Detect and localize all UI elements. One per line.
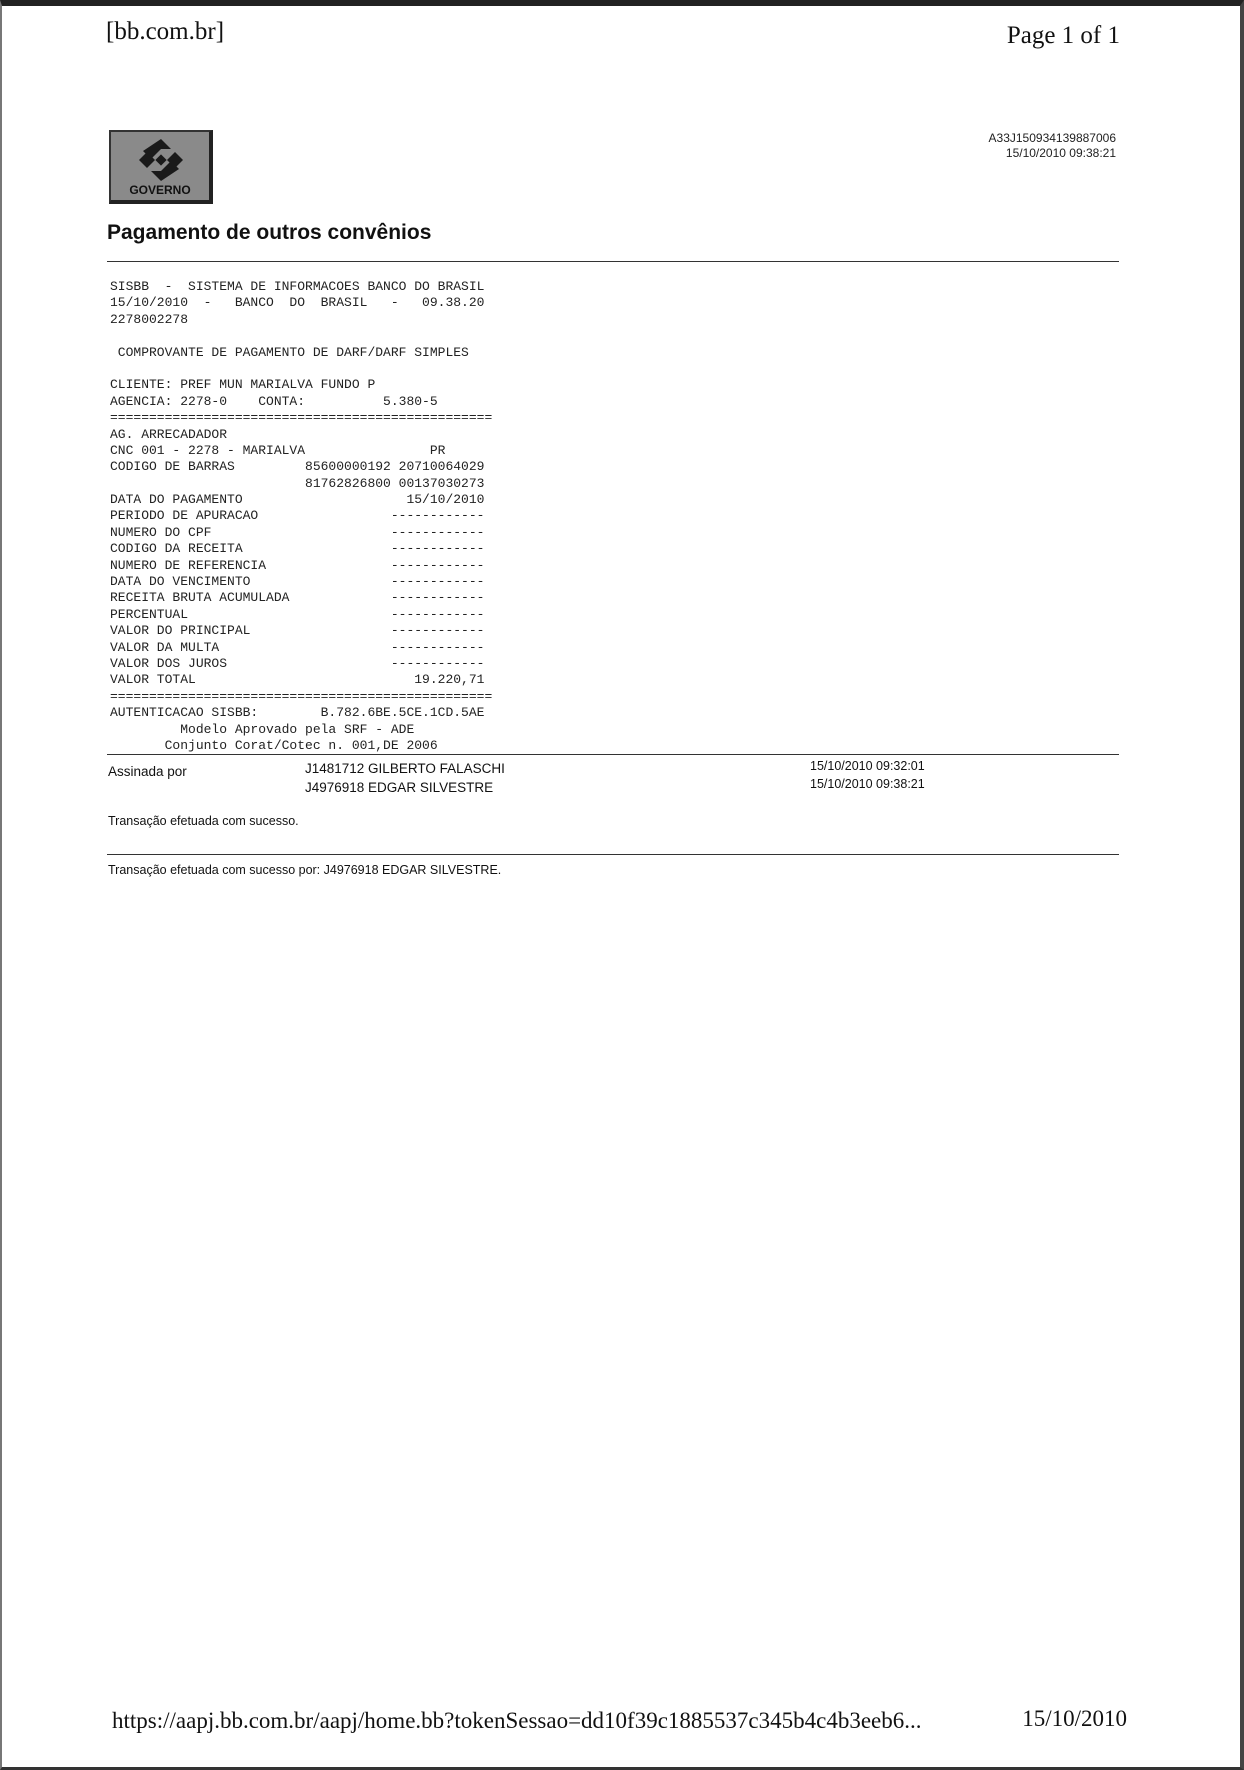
receipt-line: COMPROVANTE DE PAGAMENTO DE DARF/DARF SIMPLES (110, 344, 469, 360)
receipt-line: PERIODO DE APURACAO ------------ (110, 508, 485, 524)
receipt-line: SISBB - SISTEMA DE INFORMACOES BANCO DO BRASIL (110, 279, 485, 294)
receipt-line: CNC 001 - 2278 - MARIALVA PR (110, 442, 446, 458)
reference-datetime: 15/10/2010 09:38:21 (1005, 146, 1116, 160)
status-divider (107, 854, 1119, 855)
receipt-line: DATA DO VENCIMENTO ------------ (110, 574, 485, 590)
reference-block (989, 131, 1116, 161)
status-message: Transação efetuada com sucesso. (108, 814, 299, 828)
receipt-line: VALOR TOTAL 19.220,71 (110, 672, 485, 688)
receipt-line: CODIGO DE BARRAS 85600000192 20710064029 (110, 459, 485, 475)
signer-name: J1481712 GILBERTO FALASCHI (305, 761, 505, 776)
receipt-line: VALOR DA MULTA ------------ (110, 639, 485, 655)
reference-code: A33J150934139887006 (988, 131, 1116, 145)
receipt-line: RECEITA BRUTA ACUMULADA ------------ (110, 590, 485, 606)
receipt-line: 81762826800 00137030273 (110, 475, 485, 491)
receipt-line (110, 361, 492, 377)
signature-time: 15/10/2010 09:38:21 (810, 777, 925, 791)
signature-time: 15/10/2010 09:32:01 (810, 759, 925, 773)
receipt-line: 15/10/2010 - BANCO DO BRASIL - 09.38.20 (110, 295, 485, 311)
receipt-line: ================================================= (110, 688, 493, 704)
logo-label: GOVERNO (129, 183, 191, 197)
site-header: [bb.com.br] (106, 18, 225, 45)
receipt-line: PERCENTUAL ------------ (110, 606, 485, 622)
receipt-line: NUMERO DE REFERENCIA ------------ (110, 557, 485, 573)
page-title: Pagamento de outros convênios (107, 221, 432, 244)
receipt-line: CLIENTE: PREF MUN MARIALVA FUNDO P (110, 377, 376, 393)
signed-by-label: Assinada por (108, 764, 187, 779)
receipt-line: AGENCIA: 2278-0 CONTA: 5.380-5 (110, 393, 438, 409)
receipt-line: VALOR DOS JUROS ------------ (110, 655, 485, 671)
receipt-line: ================================================= (110, 410, 493, 426)
title-divider (107, 261, 1119, 262)
receipt-line: AUTENTICACAO SISBB: B.782.6BE.5CE.1CD.5AE (110, 705, 485, 721)
page-number: Page 1 of 1 (1006, 22, 1120, 49)
receipt-line: CODIGO DA RECEITA ------------ (110, 541, 485, 557)
signer-name: J4976918 EDGAR SILVESTRE (305, 780, 494, 795)
signature-divider (107, 754, 1119, 755)
receipt-line: VALOR DO PRINCIPAL ------------ (110, 623, 485, 639)
bank-logo-icon (133, 137, 189, 183)
receipt-line: AG. ARRECADADOR (110, 426, 228, 442)
footer-url: https://aapj.bb.com.br/aapj/home.bb?tokenSessao=dd10f39c1885537c345b4c4b3eeb6... (112, 1708, 922, 1733)
receipt-line: 2278002278 (110, 311, 189, 327)
receipt-line: DATA DO PAGAMENTO 15/10/2010 (110, 492, 485, 508)
payment-receipt (110, 279, 492, 754)
receipt-line: Modelo Aprovado pela SRF - ADE (110, 721, 415, 737)
receipt-line (110, 328, 492, 344)
receipt-line: NUMERO DO CPF ------------ (110, 524, 485, 540)
receipt-line: Conjunto Corat/Cotec n. 001,DE 2006 (110, 737, 438, 753)
bank-logo (109, 130, 213, 204)
footer-date: 15/10/2010 (1022, 1706, 1127, 1731)
status-by-message: Transação efetuada com sucesso por: J4976918 EDGAR SILVESTRE. (108, 863, 502, 877)
